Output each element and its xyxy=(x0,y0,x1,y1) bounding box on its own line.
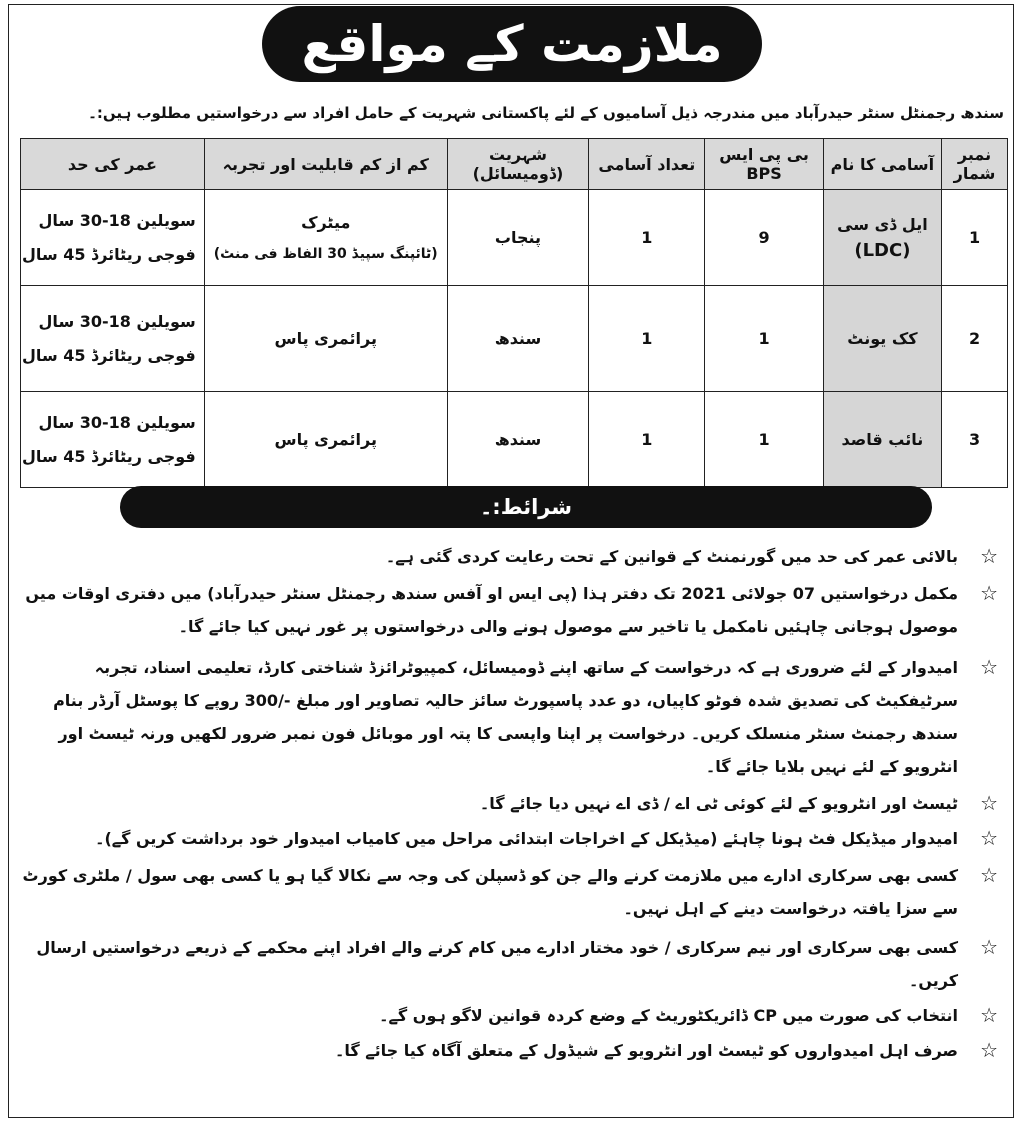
cell-sr: 2 xyxy=(942,286,1008,392)
cell-count: 1 xyxy=(589,190,705,286)
cell-age xyxy=(21,392,205,488)
condition-item xyxy=(18,999,1004,1032)
header-qualification: کم از کم قابلیت اور تجربہ xyxy=(204,139,447,190)
cell-post xyxy=(823,286,941,392)
qualification-text: میٹرک xyxy=(301,213,351,232)
condition-item xyxy=(18,822,1004,855)
star-bullet-icon: ☆ xyxy=(980,1003,998,1027)
age-civilian: سویلین 18-30 سال xyxy=(38,311,196,331)
header-count: تعداد آسامی xyxy=(589,139,705,190)
condition-text: صرف اہل امیدواروں کو ٹیسٹ اور انٹرویو کے شیڈول کے متعلق آگاہ کیا جائے گا۔ xyxy=(335,1041,958,1060)
condition-text: انتخاب کی صورت میں CP ڈائریکٹوریٹ کے وضع کردہ قوانین لاگو ہوں گے۔ xyxy=(379,1006,958,1025)
condition-item xyxy=(18,651,1004,783)
conditions-list xyxy=(18,540,1004,1067)
condition-item xyxy=(18,1034,1004,1067)
condition-text: کسی بھی سرکاری ادارے میں ملازمت کرنے والے جن کو ڈسپلن کی وجہ سے نکالا گیا ہو یا کسی بھی سول / ملٹری کورٹ سے سزا یافتہ درخواست دینے کے اہل نہیں۔ xyxy=(22,866,958,918)
cell-count: 1 xyxy=(589,286,705,392)
condition-text: امیدوار کے لئے ضروری ہے کہ درخواست کے ساتھ اپنے ڈومیسائل، کمپیوٹرائزڈ شناختی کارڈ، تعلیمی اسناد، تجربہ سرٹیفکیٹ کی تصدیق شدہ فوٹو کاپیاں، دو عدد پاسپورٹ سائز حالیہ تصاویر اور مبلغ -/300 روپے کا پوسٹل آرڈر بنام سندھ رجمنٹ سنٹر منسلک کریں۔ درخواست پر اپنا واپسی کا پتہ اور موبائل فون نمبر ضرور لکھیں ورنہ ٹیسٹ اور انٹرویو کے لئے نہیں بلایا جائے گا۔ xyxy=(53,658,958,776)
post-subname: (LDC) xyxy=(854,239,911,261)
header-age: عمر کی حد xyxy=(21,139,205,190)
condition-text: ٹیسٹ اور انٹرویو کے لئے کوئی ٹی اے / ڈی اے نہیں دیا جائے گا۔ xyxy=(479,794,958,813)
star-bullet-icon: ☆ xyxy=(980,791,998,815)
cell-bps: 9 xyxy=(705,190,823,286)
cell-sr: 1 xyxy=(942,190,1008,286)
condition-item xyxy=(18,577,1004,643)
page-title: ملازمت کے مواقع xyxy=(262,6,762,82)
qualification-note: (ٹائپنگ سپیڈ 30 الفاظ فی منٹ) xyxy=(213,246,438,262)
star-bullet-icon: ☆ xyxy=(980,655,998,679)
cell-count: 1 xyxy=(589,392,705,488)
age-military: فوجی ریٹائرڈ 45 سال xyxy=(22,244,196,264)
cell-age xyxy=(21,190,205,286)
condition-item xyxy=(18,787,1004,820)
header-domicile: شہریت (ڈومیسائل) xyxy=(447,139,588,190)
post-name: نائب قاصد xyxy=(841,430,924,449)
post-name: ایل ڈی سی xyxy=(837,214,928,234)
age-military: فوجی ریٹائرڈ 45 سال xyxy=(22,446,196,466)
post-name: کک یونٹ xyxy=(847,329,918,348)
header-sr: نمبر شمار xyxy=(942,139,1008,190)
table-row xyxy=(21,392,1008,488)
cell-bps: 1 xyxy=(705,392,823,488)
cell-qualification xyxy=(204,190,447,286)
conditions-title: شرائط:۔ xyxy=(120,486,932,528)
cell-bps: 1 xyxy=(705,286,823,392)
cell-domicile: سندھ xyxy=(447,286,588,392)
star-bullet-icon: ☆ xyxy=(980,1038,998,1062)
star-bullet-icon: ☆ xyxy=(980,863,998,887)
table-row xyxy=(21,286,1008,392)
cell-post xyxy=(823,190,941,286)
cell-sr: 3 xyxy=(942,392,1008,488)
table-header-row xyxy=(21,139,1008,190)
intro-text: سندھ رجمنٹل سنٹر حیدرآباد میں مندرجہ ذیل آسامیوں کے لئے پاکستانی شہریت کے حامل افراد سے درخواستیں مطلوب ہیں:۔ xyxy=(88,104,1004,122)
star-bullet-icon: ☆ xyxy=(980,544,998,568)
condition-item xyxy=(18,540,1004,573)
condition-text: کسی بھی سرکاری اور نیم سرکاری / خود مختار ادارے میں کام کرنے والے افراد اپنے محکمے کے ذریعے درخواستیں ارسال کریں۔ xyxy=(36,938,958,990)
age-civilian: سویلین 18-30 سال xyxy=(38,210,196,230)
condition-text: امیدوار میڈیکل فٹ ہونا چاہئے (میڈیکل کے اخراجات ابتدائی مراحل میں کامیاب امیدوار خود برداشت کریں گے)۔ xyxy=(95,829,958,848)
age-military: فوجی ریٹائرڈ 45 سال xyxy=(22,345,196,365)
cell-domicile: پنجاب xyxy=(447,190,588,286)
jobs-table xyxy=(20,138,1008,488)
cell-domicile: سندھ xyxy=(447,392,588,488)
star-bullet-icon: ☆ xyxy=(980,826,998,850)
cell-qualification: پرائمری پاس xyxy=(204,392,447,488)
header-bps: بی پی ایس BPS xyxy=(705,139,823,190)
condition-text: مکمل درخواستیں 07 جولائی 2021 تک دفتر ہذا (پی ایس او آفس سندھ رجمنٹل سنٹر حیدرآباد) میں دفتری اوقات میں موصول ہوجانی چاہئیں نامکمل یا تاخیر سے موصول ہونے والی درخواستوں پر غور نہیں کیا جائے گا۔ xyxy=(25,584,958,636)
condition-item xyxy=(18,859,1004,925)
star-bullet-icon: ☆ xyxy=(980,935,998,959)
cell-qualification: پرائمری پاس xyxy=(204,286,447,392)
condition-item xyxy=(18,931,1004,997)
cell-post xyxy=(823,392,941,488)
cell-age xyxy=(21,286,205,392)
age-civilian: سویلین 18-30 سال xyxy=(38,412,196,432)
star-bullet-icon: ☆ xyxy=(980,581,998,605)
header-post: آسامی کا نام xyxy=(823,139,941,190)
condition-text: بالائی عمر کی حد میں گورنمنٹ کے قوانین کے تحت رعایت کردی گئی ہے۔ xyxy=(385,547,958,566)
table-row xyxy=(21,190,1008,286)
